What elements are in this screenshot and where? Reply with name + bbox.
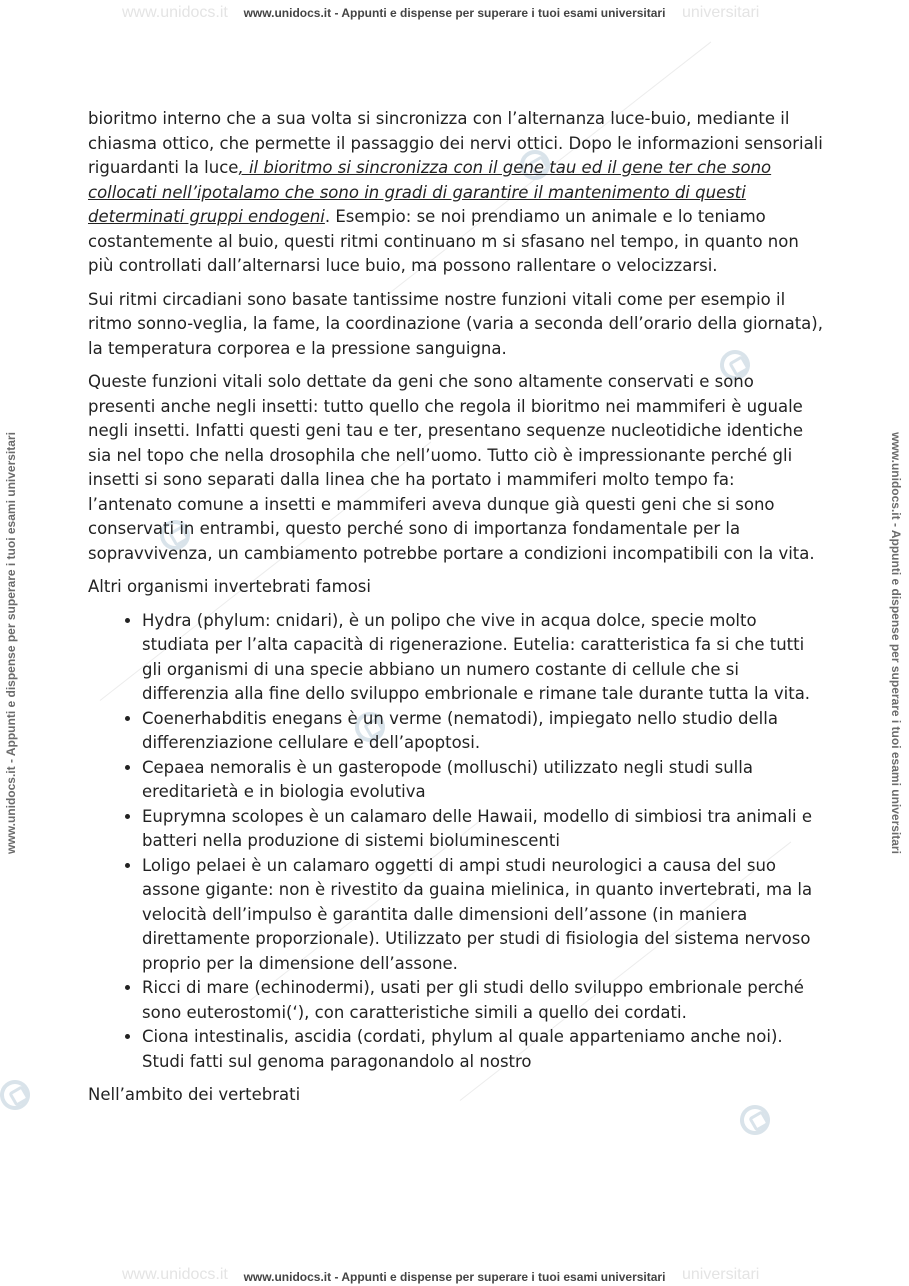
list-item: • Euprymna scolopes è un calamaro delle Hawaii, modello di simbiosi tra animali e batteri nella produzione di sistemi bioluminescenti — [142, 805, 823, 854]
paragraph-bioritmo-emphasis: , il bioritmo si sincronizza con il gene tau ed il gene ter che sono collocati nell’ipotalamo che sono in gradi di garantire il mantenimento di questi determinati gruppi endogeni — [88, 158, 772, 226]
list-item: • Ricci di mare (echinodermi), usati per gli studi dello sviluppo embrionale perché sono euterostomi(‘), con caratteristiche simili a quello dei cordati. — [142, 976, 823, 1025]
paragraph-bioritmo-end: . Esempio: se noi prendiamo un animale e lo teniamo costantemente al buio, questi ritmi continuano m si sfasano nel tempo, in quanto non più controllati dall’alternarsi luce buio, ma possono rallentare o velocizzarsi. — [88, 207, 799, 275]
document-body — [88, 107, 823, 1117]
header-watermark: www.unidocs.it - Appunti e dispense per superare i tuoi esami universitari — [243, 6, 666, 20]
unidocs-logo-icon — [0, 1075, 35, 1116]
invertebrati-list — [88, 609, 823, 1075]
paragraph-bioritmo — [88, 107, 823, 279]
heading-invertebrati: Altri organismi invertebrati famosi — [88, 577, 371, 596]
watermark-ghost-right-bottom: universitari — [682, 1266, 760, 1283]
list-item: • Cepaea nemoralis è un gasteropode (molluschi) utilizzato negli studi sulla ereditarietà e in biologia evolutiva — [142, 756, 823, 805]
left-side-watermark: www.unidocs.it - Appunti e dispense per superare i tuoi esami universitari — [4, 432, 18, 854]
paragraph-bioritmo-start: bioritmo interno che a sua volta si sincronizza con l’alternanza luce-buio, mediante il chiasma ottico, che permette il passaggio dei nervi ottici. Dopo le informazioni sensoriali riguardanti la luce — [88, 109, 823, 177]
list-item: • Ciona intestinalis, ascidia (cordati, phylum al quale apparteniamo anche noi). Studi fatti sul genoma paragonandolo al nostro — [142, 1025, 823, 1074]
footer-watermark: www.unidocs.it - Appunti e dispense per superare i tuoi esami universitari — [243, 1270, 666, 1284]
paragraph-ritmi-circadiani: Sui ritmi circadiani sono basate tantissime nostre funzioni vitali come per esempio il ritmo sonno-veglia, la fame, la coordinazione (varia a seconda dell’orario della giornata), la temperatura corporea e la pressione sanguigna. — [88, 289, 823, 358]
watermark-ghost-left: www.unidocs.it — [122, 4, 228, 21]
list-item: • Coenerhabditis enegans è un verme (nematodi), impiegato nello studio della differenziazione cellulare e dell’apoptosi. — [142, 707, 823, 756]
watermark-ghost-right: universitari — [682, 4, 760, 21]
heading-vertebrati: Nell’ambito dei vertebrati — [88, 1085, 301, 1104]
paragraph-funzioni-vitali: Queste funzioni vitali solo dettate da geni che sono altamente conservati e sono presenti anche negli insetti: tutto quello che regola il bioritmo nei mammiferi è uguale negli insetti. Infatti questi geni tau e ter, presentano sequenze nucleotidiche identiche sia nel topo che nella drosophila che nell’uomo. Tutto ciò è impressionante perché gli insetti si sono separati dalla linea che ha portato i mammiferi molto tempo fa: l’antenato comune a insetti e mammiferi aveva dunque già questi geni che si sono conservati in entrambi, questo perché sono di importanza fondamentale per la sopravvivenza, un cambiamento potrebbe portare a condizioni incompatibili con la vita. — [88, 372, 815, 563]
list-item: • Hydra (phylum: cnidari), è un polipo che vive in acqua dolce, specie molto studiata per l’alta capacità di rigenerazione. Eutelia: caratteristica fa si che tutti gli organismi di una specie abbiano un numero costante di cellule che si differenzia alla fine dello sviluppo embrionale e rimane tale durante tutta la vita. — [142, 609, 823, 707]
right-side-watermark: www.unidocs.it - Appunti e dispense per superare i tuoi esami universitari — [889, 432, 903, 854]
list-item: • Loligo pelaei è un calamaro oggetti di ampi studi neurologici a causa del suo assone gigante: non è rivestito da guaina mielinica, in quanto invertebrati, ma la velocità dell’impulso è garantita dalle dimensioni dell’assone (in maniera direttamente proporzionale). Utilizzato per studi di fisiologia del sistema nervoso proprio per la dimensione dell’assone. — [142, 854, 823, 977]
watermark-ghost-left-bottom: www.unidocs.it — [122, 1266, 228, 1283]
